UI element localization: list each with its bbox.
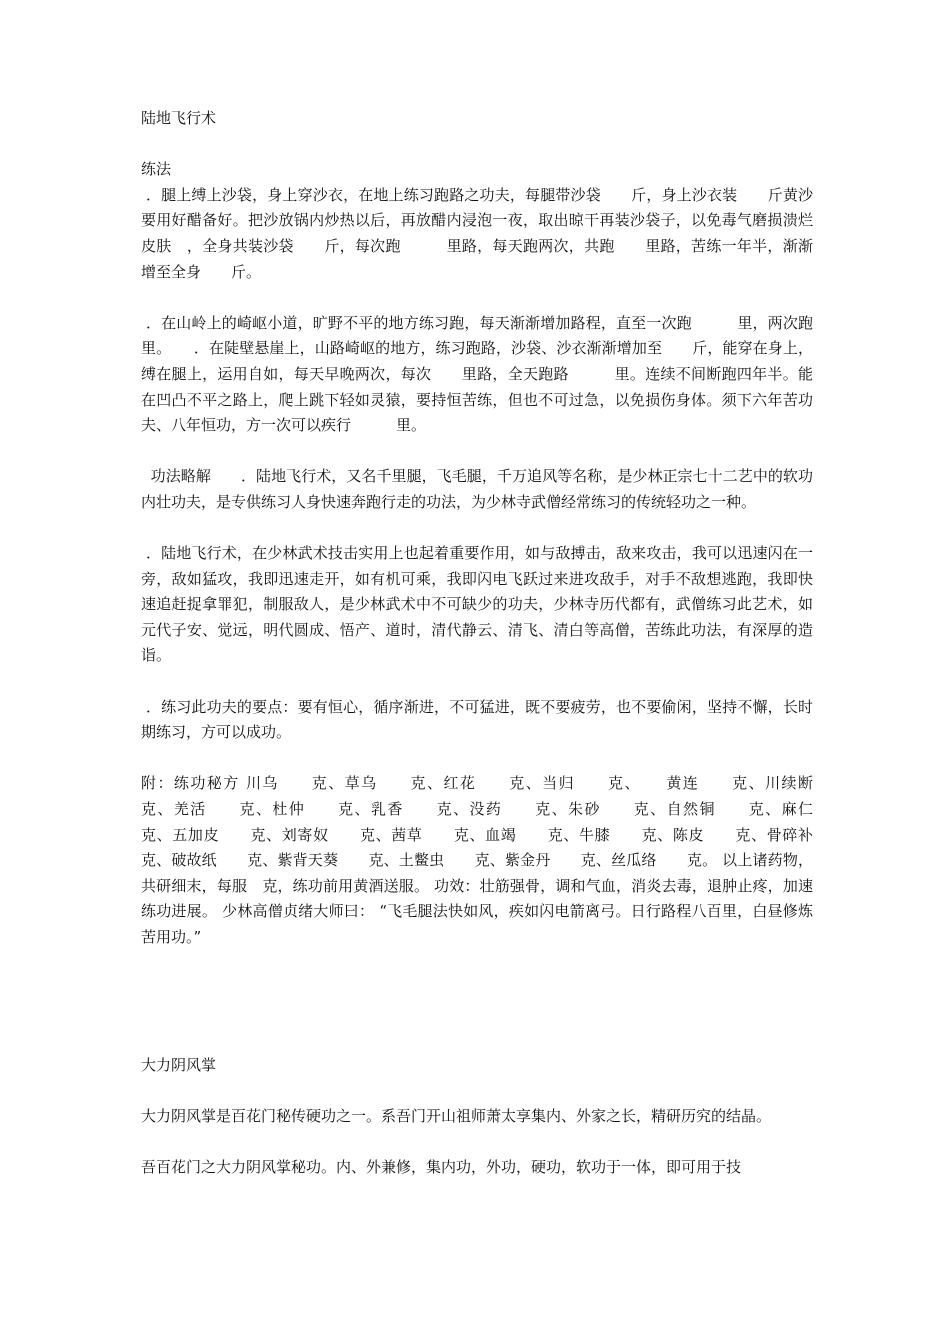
paragraph-3: 功法略解 ．陆地飞行术，又名千里腿，飞毛腿，千万追风等名称，是少林正宗七十二艺中的软功内壮功夫，是专供练习人身快速奔跑行走的功法，为少林寺武僧经常练习的传统轻功之一种。 <box>141 467 813 511</box>
paragraph-section2-2: 吾百花门之大力阴风掌秘功。内、外兼修，集内功，外功，硬功，软功于一体，即可用于技 <box>141 1157 742 1176</box>
spacer <box>141 516 813 542</box>
section-title-da-li-yin-feng-zhang: 大力阴风掌 <box>141 1055 217 1074</box>
paragraph-5: ．练习此功夫的要点：要有恒心，循序渐进，不可猛进，既不要疲劳，也不要偷闲，坚持不懈，长时期练习，方可以成功。 <box>141 697 813 742</box>
paragraph-recipe: 附：练功秘方 川乌 克、草乌 克、红花 克、当归 克、 黄连 克、川续断 克、羌活 克、杜仲 克、乳香 克、没药 克、朱砂 克、自然铜 克、麻仁 克、五加皮 克、刘寄奴 克、茜草 克、血竭 克、牛膝 克、陈皮 克、骨碎补 克、破故纸 克、紫背天葵 克、土鳖虫 克、紫金丹 克、丝瓜络 克。 以上诸药物，共研细末，每服 克，练功前用黄酒送服。 功效：壮筋强骨，调和气血，消炎去毒，退肿止疼，加速练功进展。 少林高僧贞绪大师曰： “飞毛腿法快如风，疾如闪电箭离弓。日行路程八百里，白昼修炼苦用功。” <box>141 774 844 946</box>
spacer <box>141 132 813 158</box>
paragraph-2: ．在山岭上的崎岖小道，旷野不平的地方练习跑，每天渐渐增加路程，直至一次跑 里，两次跑 里。 ．在陡壁悬崖上，山路崎岖的地方，练习跑路，沙袋、沙衣渐渐增加至 斤，能穿在身上，缚在腿上，运用自如，每天早晚两次，每次 里路，全天跑路 里。连续不间断跑四年半。能在凹凸不平之路上，爬上跳下轻如灵猿，要持恒苦练，但也不可过急，以免损伤身体。须下六年苦功夫、八年恒功，方一次可以疾行 里。 <box>141 313 858 435</box>
subsection-title-lian-fa: 练法 <box>141 160 172 179</box>
document-page <box>141 106 858 1181</box>
spacer <box>141 669 813 695</box>
spacer-large <box>141 951 813 1053</box>
paragraph-4: ．陆地飞行术，在少林武术技击实用上也起着重要作用，如与敌搏击，敌来攻击，我可以迅速闪在一旁，敌如猛攻，我即迅速走开，如有机可乘，我即闪电飞跃过来进攻敌手，对手不敌想逃跑，我即快速追赶捉拿罪犯，制服敌人，是少林武术中不可缺少的功夫，少林寺历代都有，武僧练习此艺术，如元代子安、觉远，明代圆成、悟产、道时，清代静云、清飞、清白等高僧，苦练此功法，有深厚的造诣。 <box>141 544 813 665</box>
paragraph-section2-1: 大力阴风掌是百花门秘传硬功之一。系吾门开山祖师萧太享集内、外家之长，精研历究的结晶。 <box>141 1106 772 1125</box>
spacer <box>141 1129 813 1155</box>
spacer <box>141 285 813 311</box>
spacer <box>141 1078 813 1104</box>
section-title-lu-di-fei-xing-shu: 陆地飞行术 <box>141 109 217 127</box>
paragraph-1: ．腿上缚上沙袋，身上穿沙衣，在地上练习跑路之功夫，每腿带沙袋 斤，身上沙衣装 斤黄沙 要用好醋备好。把沙放锅内炒热以后，再放醋内浸泡一夜，取出晾干再装沙袋子，以免毒气磨损溃烂皮肤 ，全身共装沙袋 斤，每次跑 里路，每天跑两次，共跑 里路，苦练一年半，渐渐增至全身 斤。 <box>141 185 828 281</box>
spacer <box>141 746 813 772</box>
spacer <box>141 439 813 465</box>
